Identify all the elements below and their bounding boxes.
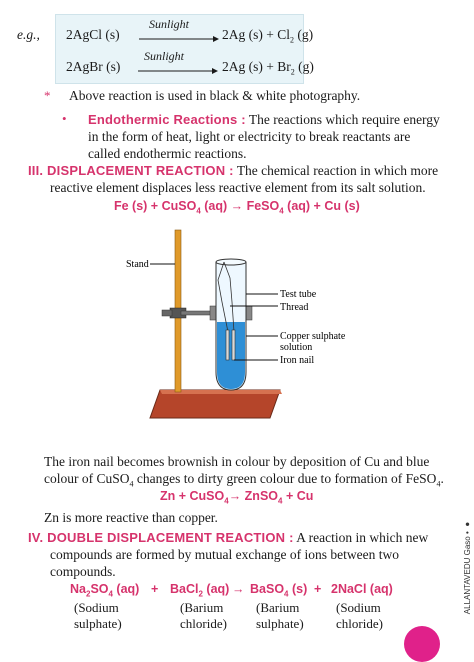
name-barium-chloride: (Barium chloride)	[180, 600, 227, 631]
eq1-reactant: 2AgCl (s)	[66, 27, 120, 42]
endothermic-line2: in the form of heat, light or electricity to break reactants are	[88, 129, 411, 144]
double-displacement-line3: compounds.	[50, 564, 116, 579]
iron-nail-label: Iron nail	[280, 355, 315, 366]
plus-sign-2: +	[314, 582, 322, 596]
displacement-heading: III. DISPLACEMENT REACTION :	[28, 163, 234, 178]
plus-sign-1: +	[151, 582, 159, 596]
eq1-product: 2Ag $(s) + Cl_2$ (g)	[222, 27, 314, 45]
copper-sulphate-solution	[217, 322, 245, 389]
eq2-product: 2Ag $(s) + Br_2$ (g)	[222, 59, 314, 77]
name-barium-sulphate: (Barium sulphate)	[256, 600, 304, 631]
eq2-arrow-icon	[138, 67, 218, 75]
test-tube-label: Test tube	[280, 289, 317, 300]
stand-label: Stand	[126, 259, 149, 270]
sodium-chloride-formula: 2NaCl (aq)	[331, 582, 393, 596]
displacement-definition: III. DISPLACEMENT REACTION : The chemical reaction in which more	[28, 163, 439, 178]
iron-observation-line1: The iron nail becomes brownish in colour by deposition of Cu and blue	[44, 454, 430, 469]
iron-observation-line2: colour of CuSO$_4$ changes to dirty green colour due to formation of FeSO$_4$.	[44, 471, 444, 489]
double-displacement-heading: IV. DOUBLE DISPLACEMENT REACTION :	[28, 530, 294, 545]
eq2-condition: Sunlight	[144, 49, 185, 63]
endothermic-line3: called endothermic reactions.	[88, 146, 247, 161]
iron-copper-equation: Fe (s) + CuSO$_4$ (aq) → FeSO$_4$ (aq) + Cu (s)	[114, 199, 360, 216]
zinc-reactivity-note: Zn is more reactive than copper.	[44, 510, 218, 525]
zinc-copper-equation: Zn + CuSO$_4$→ ZnSO$_4$ + Cu	[160, 489, 314, 506]
equation-silver-bromide	[66, 59, 120, 75]
stand-base	[150, 390, 280, 418]
clamp-screw	[162, 310, 172, 316]
eq1-arrow-icon	[139, 35, 219, 43]
sodium-sulphate-formula: $Na_2SO_4$ (aq)	[70, 582, 140, 599]
endothermic-definition: Endothermic Reactions : The reactions which require energy	[88, 112, 440, 127]
iron-nail	[226, 330, 229, 360]
photography-note: Above reaction is used in black & white photography.	[69, 88, 361, 103]
name-sodium-sulphate: (Sodium sulphate)	[74, 600, 122, 631]
equation-silver-chloride	[66, 27, 120, 43]
eq1-condition: Sunlight	[149, 17, 190, 31]
barium-sulphate-formula: BaSO$_4$ (s)	[250, 582, 308, 599]
solution-label: solution	[280, 342, 313, 353]
barium-chloride-formula: BaCl$_2$ (aq)	[170, 582, 230, 599]
endothermic-title: Endothermic Reactions :	[88, 112, 246, 127]
double-displacement-definition: IV. DOUBLE DISPLACEMENT REACTION : A reaction in which new	[28, 530, 429, 545]
double-displacement-line2: compounds are formed by mutual exchange of ions between two	[50, 547, 400, 562]
side-margin-text: ALLANTAVEDU Gaso • ●	[463, 520, 472, 615]
eq2-reactant: 2AgBr (s)	[66, 59, 121, 74]
endothermic-bullet: •	[62, 111, 67, 126]
thread-label: Thread	[280, 302, 309, 313]
page-corner-badge	[404, 626, 440, 662]
eg-label: e.g.,	[17, 27, 40, 42]
copper-sulphate-label: Copper sulphate	[280, 331, 346, 342]
photochemical-equations-box	[55, 14, 314, 84]
note-marker: *	[44, 88, 51, 103]
displacement-line2: reactive element displaces less reactive element from its salt solution.	[50, 180, 426, 195]
reaction-arrow: →	[232, 582, 245, 596]
name-sodium-chloride: (Sodium chloride)	[336, 600, 383, 631]
displacement-apparatus-diagram	[100, 222, 360, 432]
